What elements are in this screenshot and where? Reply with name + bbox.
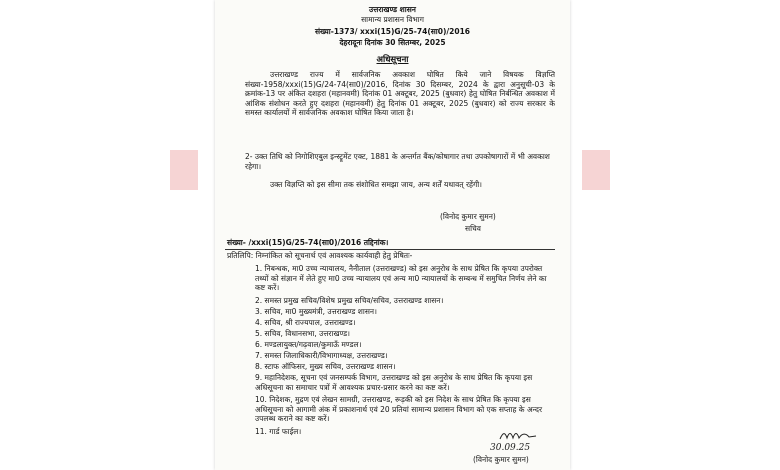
date-line: देहरादूनः दिनांक 30 सितम्बर, 2025	[339, 38, 446, 47]
footer-signatory-name: (विनोद कुमार सुमन)	[473, 455, 529, 464]
handwritten-date: 30.09.25	[490, 443, 531, 453]
copy-intro: प्रतिलिपि: निम्नांकित को सूचनार्थ एवं आवश्यक कार्यवाही हेतु प्रेषितः-	[227, 251, 413, 260]
watermark-right	[582, 150, 610, 190]
notification-title: अधिसूचना	[376, 55, 409, 65]
signatory-designation: सचिव	[465, 224, 481, 233]
divider-rule	[225, 249, 555, 250]
paragraph-3: उक्त विज्ञप्ति को इस सीमा तक संशोधित समझा जाय, अन्य शर्तें यथावत् रहेंगी।	[270, 180, 482, 189]
handwritten-signature	[498, 430, 538, 442]
watermark-left	[170, 150, 198, 190]
copy-item-1: 1. निबन्धक, मा0 उच्च न्यायालय, नैनीताल (उत्तराखण्ड) को इस अनुरोध के साथ प्रेषित कि कृपया उपरोक्त तथ्यों को संज्ञान में लेते हुए मा0 उच्च न्यायालय एवं अन्य मा0 न्यायालयों के सम्बन्ध में समुचित निर्णय लेने का कष्ट करें।	[255, 264, 547, 292]
copy-item-4: 4. सचिव, श्री राज्यपाल, उत्तराखण्ड।	[255, 318, 356, 327]
copy-item-9: 9. महानिदेशक, सूचना एवं जनसम्पर्क विभाग, उत्तराखण्ड को इस अनुरोध के साथ प्रेषित कि कृपया इस अधिसूचना का समाचार पत्रों में आवश्यक प्रचार-प्रसार करने का कष्ट करें।	[255, 373, 533, 392]
copy-item-8: 8. स्टाफ ऑफिसर, मुख्य सचिव, उत्तराखण्ड शासन।	[255, 362, 396, 371]
dept-header: सामान्य प्रशासन विभाग	[361, 15, 424, 24]
copy-item-2: 2. समस्त प्रमुख सचिव/विशेष प्रमुख सचिव/सचिव, उत्तराखण्ड शासन।	[255, 296, 444, 305]
paragraph-2: 2- उक्त तिथि को निगोशिएबुल इन्स्ट्रूमेंट एक्ट, 1881 के अन्तर्गत बैंक/कोषागार तथा उपकोषागारों में भी अवकाश रहेगा।	[245, 152, 550, 171]
copy-reference-number: संख्या- /xxxi(15)G/25-74(सा0)/2016 तद्दिनांक।	[227, 238, 389, 247]
copy-item-5: 5. सचिव, विधानसभा, उत्तराखण्ड।	[255, 329, 350, 338]
copy-item-11: 11. गार्ड फाईल।	[255, 427, 302, 436]
copy-item-6: 6. मण्डलायुक्त/गढ़वाल/कुमाऊँ मण्डल।	[255, 340, 362, 349]
reference-number: संख्या-1373/ xxxi(15)G/25-74(सा0)/2016	[314, 27, 471, 36]
copy-item-7: 7. समस्त जिलाधिकारी/विभागाध्यक्ष, उत्तराखण्ड।	[255, 351, 388, 360]
copy-item-3: 3. सचिव, मा0 मुख्यमंत्री, उत्तराखण्ड शासन।	[255, 307, 377, 316]
paragraph-1: उत्तराखण्ड राज्य में सार्वजनिक अवकाश घोषित किये जाने विषयक विज्ञप्ति संख्या-1958/xxxi(15)G/24-74(सा0)/2016, दिनांक 30 दिसम्बर, 2024 के द्वारा अनुसूची-03 के क्रमांक-13 पर अंकित दशहरा (महानवमी) दिनांक 01 अक्टूबर, 2025 (बुधवार) हेतु घोषित निर्बन्धित अवकाश में आंशिक संशोधन करते हुए दशहरा (महानवमी) हेतु दिनांक 01 अक्टूबर, 2025 (बुधवार) को राज्य सरकार के समस्त कार्यालयों में सार्वजनिक अवकाश घोषित किया जाता है।	[245, 70, 555, 117]
gov-header: उत्तराखण्ड शासन	[369, 5, 416, 14]
signatory-name: (विनोद कुमार सुमन)	[440, 212, 496, 221]
copy-item-10: 10. निदेशक, मुद्रण एवं लेखन सामग्री, उत्तराखण्ड, रूड़की को इस निदेश के साथ प्रेषित कि कृपया इस अधिसूचना को आगामी अंक में प्रकाशनार्थ एवं 20 प्रतियां सामान्य प्रशासन विभाग को एक सप्ताह के अन्दर उपलब्ध कराने का कष्ट करें।	[255, 395, 543, 423]
document-page	[215, 0, 570, 470]
